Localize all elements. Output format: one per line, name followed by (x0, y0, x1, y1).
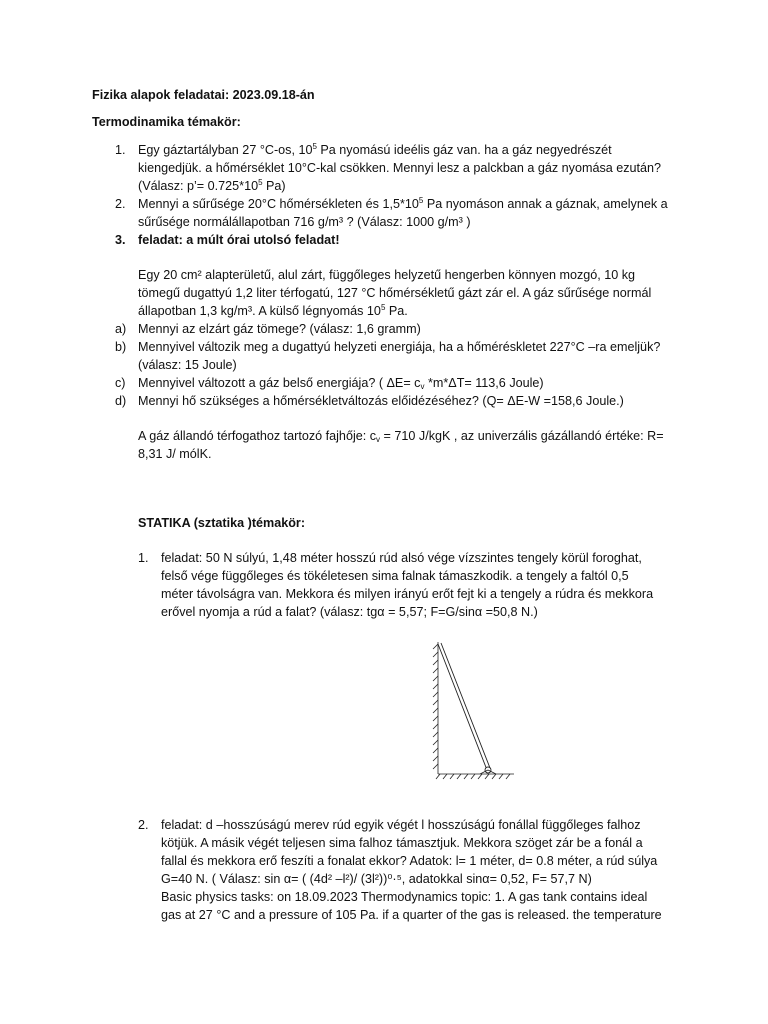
document-title: Fizika alapok feladatai: 2023.09.18-án (92, 88, 315, 102)
s2-line-5: Basic physics tasks: on 18.09.2023 Thermodynamics topic: 1. A gas tank contains ideal (161, 890, 648, 904)
s2-line-2: kötjük. A másik végét teljesen sima falhoz támasztjuk. Mekkora szöget zár be a fonál a (161, 836, 643, 850)
s1-line-4: erővel nyomja a rúd a falat? (válasz: tgα = 5,57; F=G/sinα =50,8 N.) (161, 605, 538, 619)
q2-line-1: Mennyi a sűrűsége 20°C hőmérsékleten és $1,5*10^5$ Pa nyomáson annak a gáznak, amelynek a (138, 196, 668, 211)
q3-paragraph-line-1: Egy 20 cm² alapterületű, alul zárt, függőleges helyzetű hengerben könnyen mozgó, 10 kg (138, 268, 636, 282)
list-number: 2. (138, 818, 149, 832)
list-number: 1. (138, 551, 149, 565)
section-heading-thermodynamics: Termodinamika témakör: (92, 115, 241, 129)
q3-paragraph-line-3: állapotban 1,3 kg/m³. A külső légnyomás $10^5$ Pa. (138, 303, 408, 318)
floor-hatching (436, 774, 514, 779)
q3-title: feladat: a múlt órai utolsó feladat! (138, 233, 340, 247)
sub-label-a: a) (115, 322, 127, 336)
sub-question-a: Mennyi az elzárt gáz tömege? (válasz: 1,6 gramm) (138, 322, 421, 336)
q3-note-line-1: A gáz állandó térfogathoz tartozó fajhője: $c_v = 710$ J/kgK , az univerzális gázállandó értéke: R= (138, 429, 664, 444)
rod-wall-diagram (428, 638, 518, 783)
section-heading-statics: STATIKA (sztatika )témakör: (138, 516, 306, 530)
list-number: 2. (115, 197, 126, 211)
q3-note-line-2: 8,31 J/ mólK. (138, 447, 212, 461)
s2-line-4: G=40 N. ( Válasz: sin α= ( (4d² –l²)/ (3l²))⁰·⁵, adatokkal sinα= 0,52, F= 57,7 N) (161, 872, 592, 886)
s1-line-2: felső vége függőleges és tökéletesen sima falnak támaszkodik. a tengely a faltól 0,5 (161, 569, 629, 583)
list-number: 3. (115, 233, 126, 247)
s1-line-3: méter távolságra van. Mekkora és milyen irányú erőt fejt ki a tengely a rúdra és mekkora (161, 587, 654, 601)
list-number: 1. (115, 143, 126, 157)
sub-question-b-line-2: (válasz: 15 Joule) (138, 358, 237, 372)
wall-hatching (433, 642, 438, 774)
q1-line-3: (Válasz: p’= $0.725*10^5$ Pa) (138, 178, 286, 193)
q1-line-2: kiengedjük. a hőmérséklet 10°C-kal csökken. Mennyi lesz a palckban a gáz nyomása ezután? (138, 161, 662, 175)
sub-question-d: Mennyi hő szükséges a hőmérsékletváltozás előidézéséhez? (Q= ΔE-W =158,6 Joule.) (138, 394, 624, 408)
q2-line-2: sűrűsége normálállapotban 716 g/m³ ? (Válasz: 1000 g/m³ ) (138, 215, 471, 229)
rod (438, 643, 490, 770)
sub-question-b-line-1: Mennyivel változik meg a dugattyú helyzeti energiája, ha a hőméréskletet 227°C –ra emeljük? (138, 340, 661, 354)
s2-line-1: feladat: d –hosszúságú merev rúd egyik végét l hosszúságú fonállal függőleges falhoz (161, 818, 641, 832)
s2-line-3: fallal és mekkora erő feszíti a fonalat ekkor? Adatok: l= 1 méter, d= 0.8 méter, a rúd súlya (161, 854, 658, 868)
s2-line-6: gas at 27 °C and a pressure of 105 Pa. if a quarter of the gas is released. the temperature (161, 908, 662, 922)
sub-question-c: Mennyivel változott a gáz belső energiája? ( $\Delta E= c_v$ *m*ΔT= 113,6 Joule) (138, 376, 544, 391)
s1-line-1: feladat: 50 N súlyú, 1,48 méter hosszú rúd alsó vége vízszintes tengely körül foroghat, (161, 551, 642, 565)
sub-label-c: c) (115, 376, 126, 390)
q1-line-1: Egy gáztartályban 27 °C-os, $10^5$ Pa nyomású ideélis gáz van. ha a gáz negyedrészét (138, 142, 612, 157)
q3-paragraph-line-2: tömegű dugattyú 1,2 liter térfogatú, 127 °C hőmérsékletű gázt zár el. A gáz sűrűsége normál (138, 286, 652, 300)
sub-label-d: d) (115, 394, 127, 408)
sub-label-b: b) (115, 340, 127, 354)
